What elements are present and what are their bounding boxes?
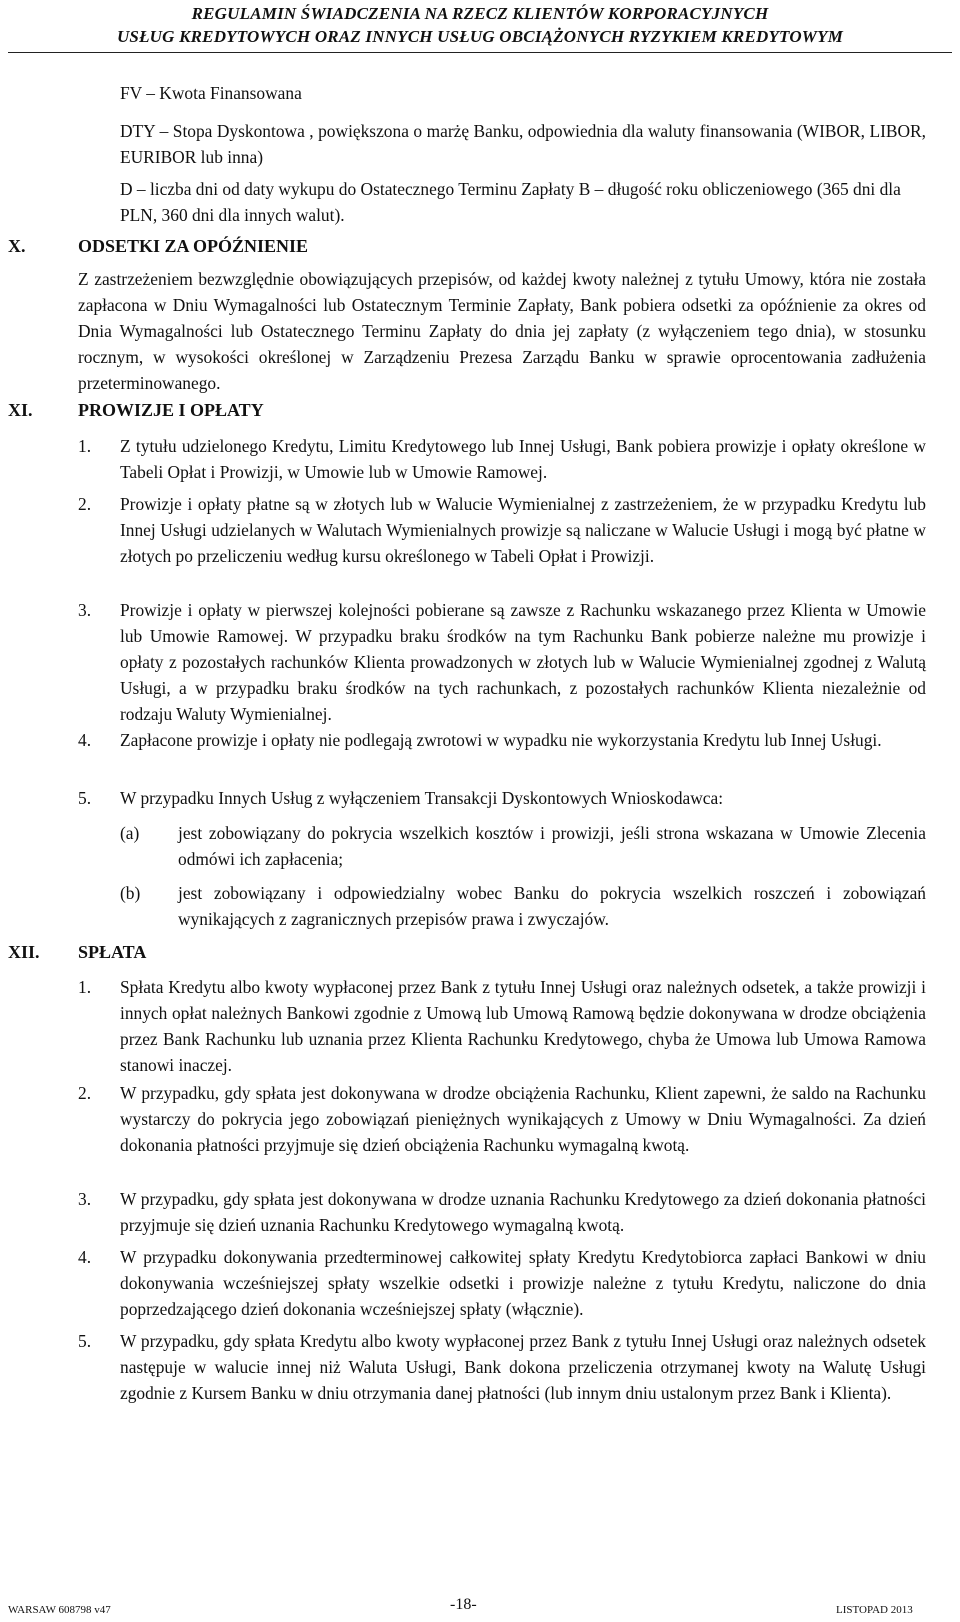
list-item: Spłata Kredytu albo kwoty wypłaconej przez Bank z tytułu Innej Usługi oraz należnych odsetek, a także prowizji i innych opłat należnych Bankowi zgodnie z Umową lub Umową Ramową będzie dokonywana w drodze obciążenia przez Bank Rachunku lub uznania przez Klienta Rachunku Kredytowego, chyba że Umowa lub Umowa Ramowa stanowi inaczej. bbox=[120, 977, 926, 1075]
list-number: 5. bbox=[78, 1331, 92, 1351]
list-item: Prowizje i opłaty w pierwszej kolejności pobierane są zawsze z Rachunku wskazanego przez Klienta w Umowie lub Umowie Ramowej. W przypadku braku środków na tym Rachunku Bank pobierze należne mu prowizje i opłaty z pozostałych rachunków Klienta prowadzonych w złotych lub w Walucie Wymienialnej zgodnej z Walutą Usługi, a w przypadku braku środków na tych rachunkach, z pozostałych rachunków Klienta niezależnie od rodzaju Waluty Wymienialnej. bbox=[120, 600, 926, 724]
definition-dty: DTY – Stopa Dyskontowa , powiększona o marżę Banku, odpowiednia dla waluty finansowania (WIBOR, LIBOR, EURIBOR lub inna) bbox=[120, 121, 926, 167]
footer-document-id: WARSAW 608798 v47 bbox=[8, 1604, 111, 1616]
footer-date: LISTOPAD 2013 bbox=[836, 1604, 913, 1616]
list-item: W przypadku Innych Usług z wyłączeniem Transakcji Dyskontowych Wnioskodawca: bbox=[120, 788, 724, 808]
list-item: Prowizje i opłaty płatne są w złotych lub w Walucie Wymienialnej z zastrzeżeniem, że w przypadku Kredytu lub Innej Usługi udzielanych w Walutach Wymienialnych prowizje są naliczane w Walucie Usługi i mogą być płatne w złotych po przeliczeniu według kursu określonego w Tabeli Opłat i Prowizji. bbox=[120, 494, 926, 566]
list-number: 5. bbox=[78, 788, 92, 808]
sublist-item: jest zobowiązany i odpowiedzialny wobec Banku do pokrycia wszelkich roszczeń i zobowiązań wynikających z zagranicznych przepisów prawa i zwyczajów. bbox=[178, 883, 926, 929]
section-title: SPŁATA bbox=[78, 942, 147, 962]
list-number: 3. bbox=[78, 600, 92, 620]
document-header-line-1: REGULAMIN ŚWIADCZENIA NA RZECZ KLIENTÓW KORPORACYJNYCH bbox=[191, 4, 769, 23]
document-header-line-2: USŁUG KREDYTOWYCH ORAZ INNYCH USŁUG OBCIĄŻONYCH RYZYKIEM KREDYTOWYM bbox=[116, 27, 844, 46]
section-paragraph: Z zastrzeżeniem bezwzględnie obowiązujących przepisów, od każdej kwoty należnej z tytułu Umowy, która nie została zapłacona w Dniu Wymagalności lub Ostatecznym Terminie Zapłaty, Bank pobiera odsetki za opóźnienie za okres od Dnia Wymagalności lub Ostatecznego Terminu Zapłaty do dnia jej zapłaty (z wyłączeniem tego dnia), w stosunku rocznym, w wysokości określonej w Zarządzeniu Prezesa Zarządu Banku w sprawie oprocentowania zadłużenia przeterminowanego. bbox=[78, 269, 926, 393]
list-item: Z tytułu udzielonego Kredytu, Limitu Kredytowego lub Innej Usługi, Bank pobiera prowizje i opłaty określone w Tabeli Opłat i Prowizji, w Umowie lub w Umowie Ramowej. bbox=[120, 436, 926, 482]
list-number: 1. bbox=[78, 436, 92, 456]
section-number: XI. bbox=[8, 400, 33, 420]
list-item: W przypadku, gdy spłata jest dokonywana w drodze uznania Rachunku Kredytowego za dzień dokonania płatności przyjmuje się dzień uznania Rachunku Kredytowego wymagalną kwotą. bbox=[120, 1189, 926, 1235]
list-number: 4. bbox=[78, 730, 92, 750]
header-divider bbox=[8, 52, 952, 53]
sublist-item: jest zobowiązany do pokrycia wszelkich kosztów i prowizji, jeśli strona wskazana w Umowie Zlecenia odmówi ich zapłacenia; bbox=[178, 823, 926, 869]
page-number: -18- bbox=[450, 1596, 477, 1613]
list-number: 2. bbox=[78, 494, 92, 514]
list-item: Zapłacone prowizje i opłaty nie podlegają zwrotowi w wypadku nie wykorzystania Kredytu lub Innej Usługi. bbox=[120, 730, 882, 750]
definition-d: D – liczba dni od daty wykupu do Ostatecznego Terminu Zapłaty B – długość roku obliczeniowego (365 dni dla PLN, 360 dni dla innych walut). bbox=[120, 179, 901, 225]
list-item: W przypadku, gdy spłata Kredytu albo kwoty wypłaconej przez Bank z tytułu Innej Usługi oraz należnych odsetek następuje w walucie innej niż Waluta Usługi, Bank dokona przeliczenia otrzymanej kwoty na Walutę Usługi zgodnie z Kursem Banku w dniu otrzymania danej płatności (lub innym dniu ustalonym przez Bank i Klienta). bbox=[120, 1331, 926, 1403]
sublist-letter: (a) bbox=[120, 823, 140, 843]
list-number: 3. bbox=[78, 1189, 92, 1209]
list-number: 4. bbox=[78, 1247, 92, 1267]
section-title: ODSETKI ZA OPÓŹNIENIE bbox=[78, 236, 309, 256]
section-number: XII. bbox=[8, 942, 40, 962]
list-item: W przypadku, gdy spłata jest dokonywana w drodze obciążenia Rachunku, Klient zapewni, że saldo na Rachunku wystarczy do pokrycia jego zobowiązań pieniężnych wynikających z Umowy w Dniu Wymagalności. Za dzień dokonania płatności przyjmuje się dzień obciążenia Rachunku wymagalną kwotą. bbox=[120, 1083, 926, 1155]
list-number: 1. bbox=[78, 977, 92, 997]
list-number: 2. bbox=[78, 1083, 92, 1103]
list-item: W przypadku dokonywania przedterminowej całkowitej spłaty Kredytu Kredytobiorca zapłaci Bankowi w dniu dokonywania wcześniejszej spłaty wszelkie odsetki i prowizje należne z tytułu Kredytu, naliczone do dnia poprzedzającego dzień dokonania wcześniejszej spłaty (włącznie). bbox=[120, 1247, 926, 1319]
section-number: X. bbox=[8, 236, 26, 256]
sublist-letter: (b) bbox=[120, 883, 141, 903]
definition-fv: FV – Kwota Finansowana bbox=[120, 83, 302, 103]
section-title: PROWIZJE I OPŁATY bbox=[78, 400, 264, 420]
